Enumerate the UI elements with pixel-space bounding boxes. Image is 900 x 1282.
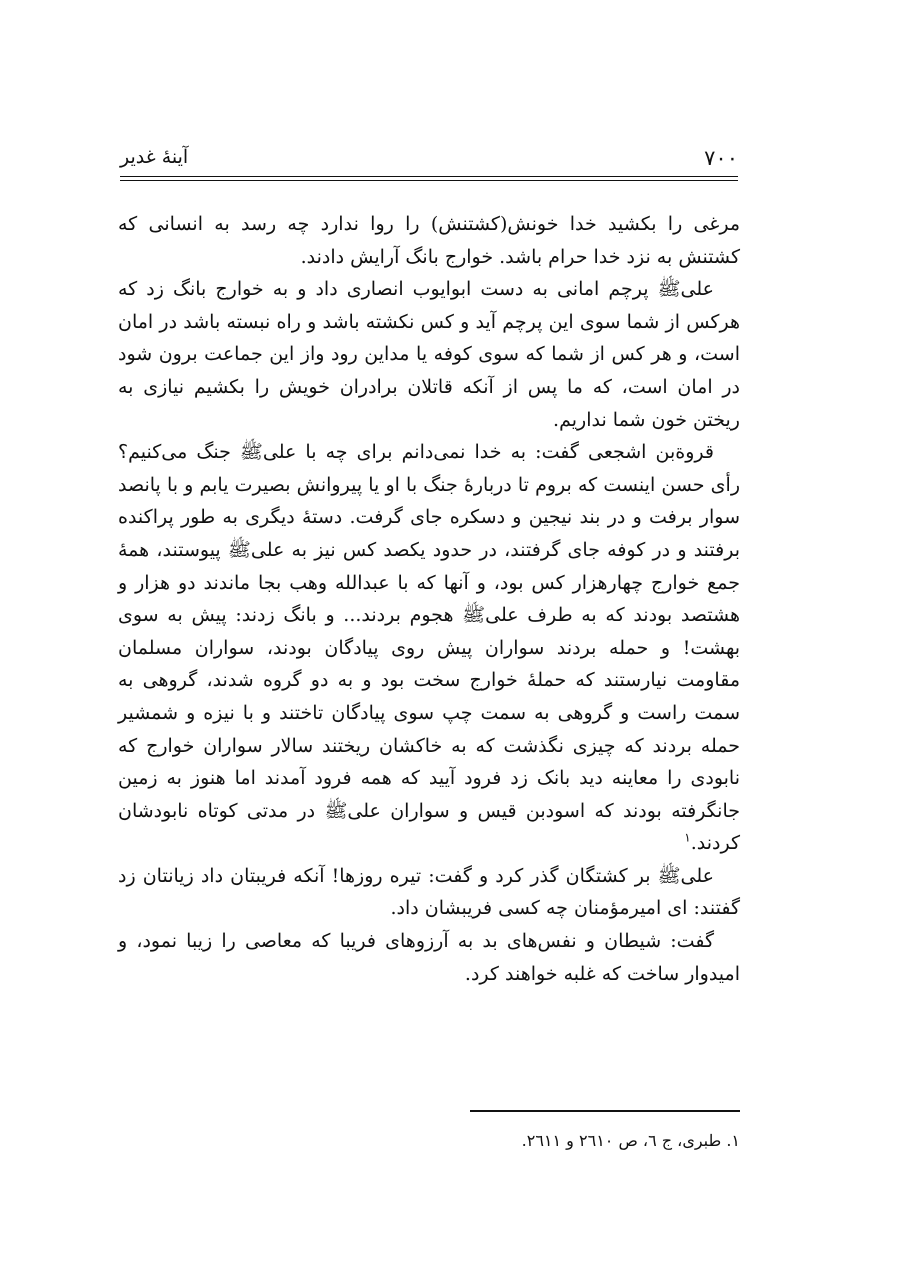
footnote-rule xyxy=(470,1110,740,1112)
page-header xyxy=(120,142,738,176)
paragraph-2: علیﷺ پرچم امانی به دست ابوایوب انصاری داد و به خوارج بانگ زد که هرکس از شما سوی این پرچم آید و کس نکشته باشد و راه نبسته باشد در امان است، و هر کس از شما که سوی کوفه یا مداین رود واز این جماعت برون شود در امان است، که ما پس از آنکه قاتلان برادران خویش را بکشیم نیازی به ریختن خون شما نداریم. xyxy=(118,278,740,431)
running-title: آینهٔ غدیر xyxy=(120,146,189,168)
body-text xyxy=(118,208,740,990)
paragraph-3-text: قروةبن اشجعی گفت: به خدا نمی‌دانم برای چه با علیﷺ جنگ می‌کنیم؟ رأی حسن اینست که بروم تا دربارهٔ جنگ با او یا پیروانش بصیرت یابم و با پانصد سوار برفت و در بند نیجین و دسکره جای گرفت. دستهٔ دیگری به طور پراکنده برفتند و در کوفه جای گرفتند، در حدود یکصد کس نیز به علیﷺ پیوستند، همهٔ جمع خوارج چهارهزار کس بود، و آنها که با عبدالله وهب بجا ماندند دو هزار و هشتصد بودند که به طرف علیﷺ هجوم بردند... و بانگ زدند: پیش به سوی بهشت! و حمله بردند سواران پیش روی پیادگان بودند، سواران مسلمان مقاومت نیارستند که حملهٔ خوارج سخت بود و به دو گروه شدند، گروهی به سمت راست و گروهی به سمت چپ سوی پیادگان تاختند و با نیزه و شمشیر حمله بردند که چیزی نگذشت که به خاکشان ریختند سالار سواران خوارج که نابودی را معاینه دید بانک زد فرود آیید که همه فرود آمدند اما هنوز به زمین جانگرفته بودند که اسودبن قیس و سواران علیﷺ در مدتی کوتاه نابودشان کردند. xyxy=(118,441,740,855)
paragraph-1: مرغی را بکشید خدا خونش(کشتنش) را روا ندارد چه رسد به انسانی که کشتنش به نزد خدا حرام باشد. خوارج بانگ آرایش دادند. xyxy=(118,213,740,268)
footnote: ۱. طبری، ج ٦، ص ٢٦١٠ و ٢٦١١. xyxy=(521,1131,740,1150)
page-number: ۷۰۰ xyxy=(704,146,738,170)
header-rule xyxy=(120,176,738,177)
footnote-marker: ۱ xyxy=(684,830,691,845)
paragraph-5: گفت: شیطان و نفس‌های بد به آرزوهای فریبا که معاصی را زیبا نمود، و امیدوار ساخت که غلبه خواهند کرد. xyxy=(118,930,740,985)
header-rule-double xyxy=(120,180,738,181)
paragraph-3 xyxy=(118,436,740,860)
paragraph-4: علیﷺ بر کشتگان گذر کرد و گفت: تیره روزها! آنکه فریبتان داد زیانتان زد گفتند: ای امیرمؤمنان چه کسی فریبشان داد. xyxy=(118,864,740,920)
